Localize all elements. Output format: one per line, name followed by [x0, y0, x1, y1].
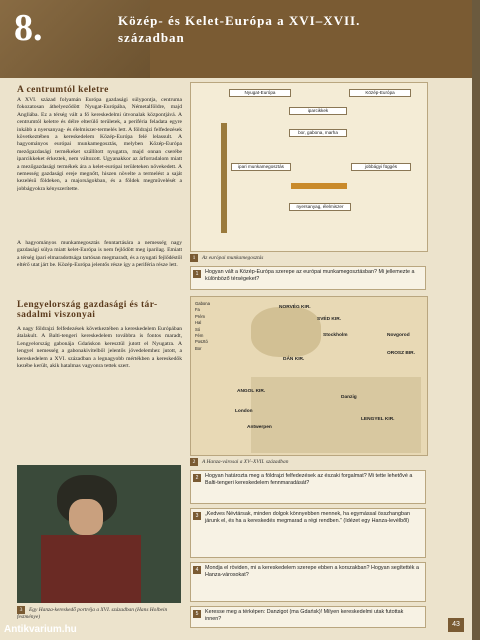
question-icon: 1	[193, 270, 201, 278]
map-label-sweden: SVÉD KIR.	[317, 317, 341, 322]
caption-number-icon: 2	[190, 458, 198, 466]
question-text-5: Keresse meg a térképen: Danzigot (ma Gdańsk)! Milyen kereskedelmi utak futottak innen?	[205, 609, 404, 622]
chapter-number: 8.	[14, 7, 43, 49]
trade-diagram	[190, 82, 428, 252]
diagram-caption	[190, 254, 263, 262]
chapter-title-line1: Közép- és Kelet-Európa a XVI–XVII.	[118, 13, 361, 28]
legend-item: Só	[195, 326, 201, 332]
map-label-stockholm: Stockholm	[323, 333, 348, 338]
question-text-4: Mondja el röviden, mi a kereskedelem szerepe ebben a korszakban? Hogyan segítették a Hanza-városokat?	[205, 565, 419, 578]
portrait-image	[17, 465, 181, 603]
diagram-box-division: ipari munkamegosztás	[231, 163, 291, 171]
map-label-novgorod: Novgorod	[387, 333, 410, 338]
question-box-4	[190, 562, 426, 602]
map-label-poland: LENGYEL KIR.	[361, 417, 395, 422]
section1-body: A XVI. század folyamán Európa gazdasági súlypontja, centruma fokozatosan áthelyeződött Nyugat-Európába, Németalföldre, majd Angliába. Ez a térség vált a fő kereskedelmi útvonalak központjává. A centrumtól keletre és délre elterülő területek, a periféria feladata egyre inkább a nyersanyag- és élelmiszer-termelés lett. A földrajzi felfedezések következtében a kereskedelem Közép-Európa felé lelassult. A hagyományos európai munkamegosztás, melyben Közép-Európa mezőgazdasági termékeket szállított nyugatra, majd onnan cserébe iparcikkeket érkeztek, nem változott. Ugyanakkor az árforradalom miatt a mezőgazdasági termékek ára a kelet-európai területeken növekedett. A nemesség gazdasági ereje megnőtt, hiszen növelte a termelést a saját kezelésű földeken, a majorságokban, és a földek megművelését a jobbágyokra kényszerítette.	[17, 97, 182, 192]
page-number: 43	[448, 618, 464, 632]
question-icon: 4	[193, 566, 201, 574]
map-legend	[195, 301, 231, 352]
diagram-box-serfdom: jobbágyi függés	[351, 163, 411, 171]
diagram-caption-text: Az európai munkamegosztás	[202, 255, 264, 261]
chapter-title-line2: században	[118, 30, 185, 45]
question-box-2	[190, 470, 426, 504]
map-label-london: London	[235, 409, 253, 414]
map-label-antwerp: Antwerpen	[247, 425, 272, 430]
question-box-5	[190, 606, 426, 628]
watermark-logo: Antikvarium.hu	[4, 624, 77, 635]
map-label-russia: OROSZ BIR.	[387, 351, 415, 356]
section2-body: A nagy földrajzi felfedezések következtében a kereskedelem Európában átalakult. A Balti-tengeri kereskedelem továbbra is fontos maradt, Lengyelország gabonája Gdańskon keresztül jutott el Nyugatra. A lengyel nemesség a gabonakivitelből jelentős jövedelemhez jutott, a kereskedelem a XVI. században a legnagyobb mértékben a kereskedők kezébe került, akik hatalmas vagyonra tettek szert.	[17, 326, 182, 370]
question-icon: 2	[193, 474, 201, 482]
legend-item: Hal	[195, 320, 202, 326]
map-label-denmark: DÁN KIR.	[283, 357, 305, 362]
diagram-side-bar	[221, 123, 227, 233]
quote-box-3	[190, 508, 426, 558]
diagram-label-centre: Közép-Európa	[349, 89, 411, 97]
question-box-1	[190, 266, 426, 290]
quote-text-3: „Kedves Névtársak, minden dolgok könnyebben mennek, ha egymással összhangban járunk el, és ha a kereskedés megmarad a régi rendben.” (Idézet egy Hanza-levélből)	[205, 511, 410, 524]
map-caption	[190, 458, 288, 466]
section-heading-2-line2: sadalmi viszonyai	[17, 310, 96, 320]
legend-item: Prém	[195, 313, 206, 319]
map-label-danzig: Danzig	[341, 395, 357, 400]
diagram-box-grain: bor, gabona, marha	[289, 129, 347, 137]
diagram-box-raw: nyersanyag, élelmiszer	[289, 203, 351, 211]
legend-item: Fa	[195, 307, 200, 313]
scandinavia-shape	[251, 307, 321, 357]
section-heading-2-line1: Lengyelország gazdasági és tár-	[17, 300, 158, 310]
question-text-2: Hogyan határozta meg a földrajzi felfedezések az északi forgalmat? Mi tette lehetővé a Balti-tengeri kereskedelem fennmaradását?	[205, 473, 413, 486]
portrait-body	[41, 535, 141, 603]
chapter-title	[118, 12, 418, 46]
question-icon: 5	[193, 610, 201, 618]
legend-item: Bor	[195, 345, 202, 351]
diagram-label-west: Nyugat-Európa	[229, 89, 291, 97]
section-heading-2	[17, 300, 158, 320]
portrait-caption-text: Egy Hanza-kereskedő portréja a XVI. században (Hans Holbein festménye)	[17, 607, 168, 620]
map-caption-text: A Hanza-városai a XV–XVII. században	[202, 459, 289, 465]
portrait-caption	[17, 606, 181, 620]
caption-number-icon: 1	[190, 254, 198, 262]
question-text-1: Hogyan vált a Közép-Európa szerepe az európai munkamegosztásban? Mi jellemezte a különböző térségeket?	[205, 269, 415, 282]
hanza-map	[190, 296, 428, 456]
legend-item: Gabona	[195, 301, 210, 306]
mainland-shape	[251, 377, 421, 453]
legend-item: Fém	[195, 333, 204, 339]
map-label-norway: NORVÉG KIR.	[279, 305, 311, 310]
diagram-arrow	[291, 183, 347, 189]
portrait-face	[69, 499, 103, 535]
quote-icon: 3	[193, 512, 201, 520]
map-label-england: ANGOL KIR.	[237, 389, 266, 394]
caption-number-icon: 3	[17, 606, 25, 614]
diagram-box-industrial: iparcikkek	[289, 107, 347, 115]
section-heading-1: A centrumtól keletre	[17, 85, 109, 95]
legend-item: Posztó	[195, 339, 208, 345]
chapter-header	[0, 0, 472, 78]
section1-body-2: A hagyományos munkamegosztás fenntartására a nemesség nagy gazdasági súlya miatt kelet-Európa is nem fejlődött meg iparilag. Emiatt a térség ipari elmaradottsága tartósan megmaradt, és a nyugati fejlődéstől eltérő utat járt be. Közép-Európa jelentős része így a periféria része lett.	[17, 240, 182, 269]
